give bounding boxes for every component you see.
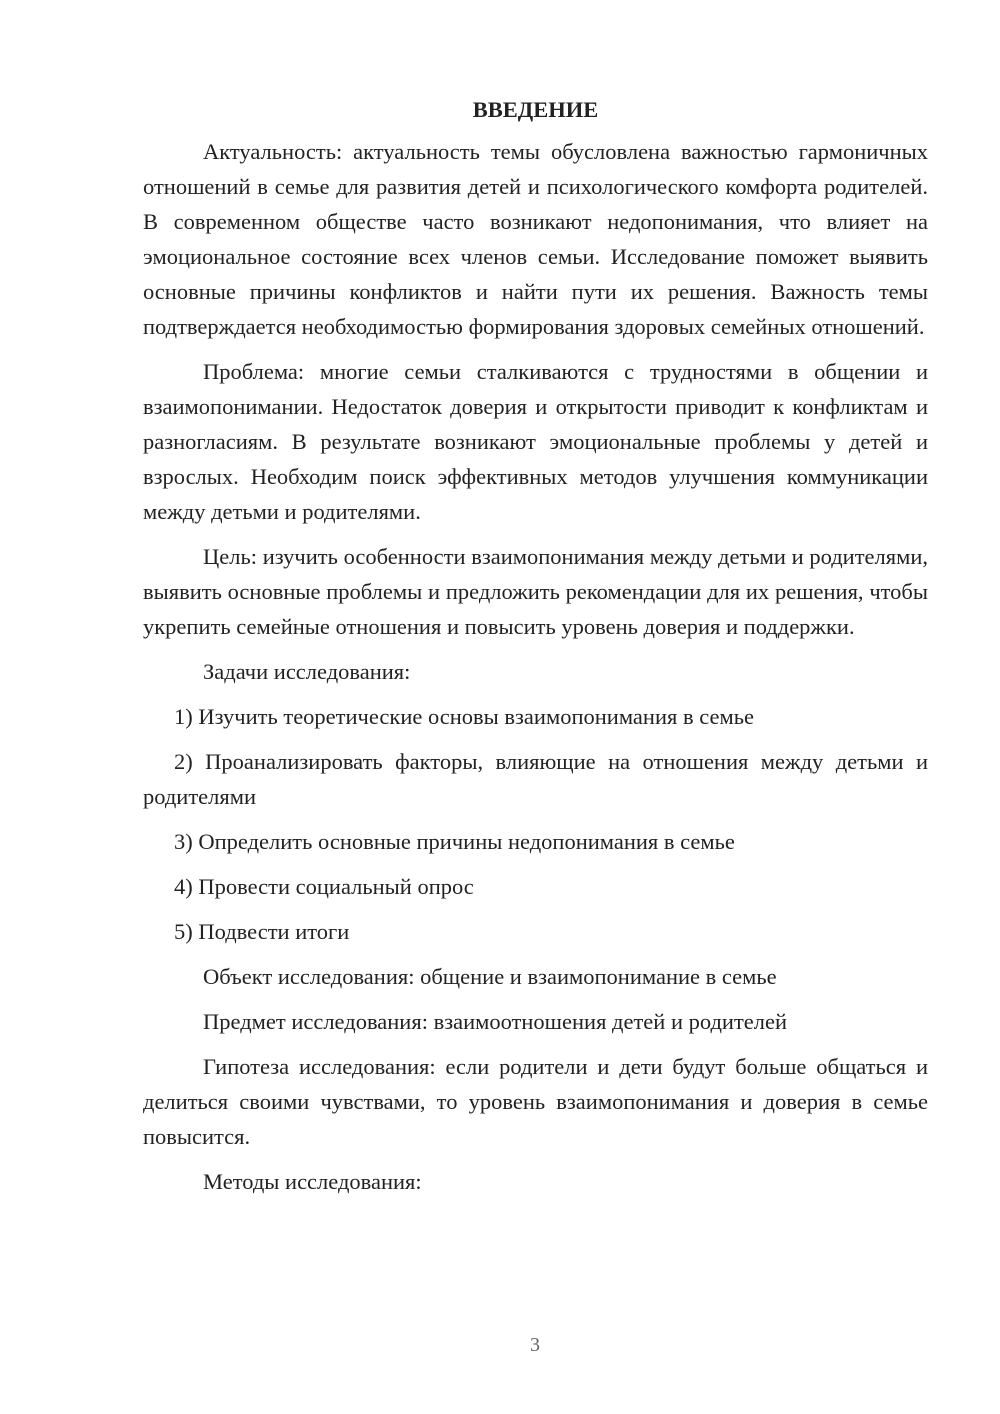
- task-item-2: 2) Проанализировать факторы, влияющие на отношения между детьми и родителями: [143, 749, 928, 809]
- problem-paragraph: Проблема: многие семьи сталкиваются с трудностями в общении и взаимопонимании. Недостаток доверия и открытости приводит к конфликтам и разногласиям. В результате возникают эмоциональные проблемы у детей и взрослых. Необходим поиск эффективных методов улучшения коммуникации между детьми и родителями.: [143, 359, 928, 524]
- task-item-3: 3) Определить основные причины недопонимания в семье: [174, 829, 735, 854]
- document-body: [143, 92, 928, 1209]
- goal-paragraph: Цель: изучить особенности взаимопонимания между детьми и родителями, выявить основные проблемы и предложить рекомендации для их решения, чтобы укрепить семейные отношения и повысить уровень доверия и поддержки.: [143, 544, 928, 639]
- task-item-4: 4) Провести социальный опрос: [174, 874, 474, 899]
- tasks-heading: Задачи исследования:: [203, 659, 411, 684]
- page-title: ВВЕДЕНИЕ: [472, 97, 599, 122]
- methods-heading: Методы исследования:: [203, 1169, 422, 1194]
- object-paragraph: Объект исследования: общение и взаимопонимание в семье: [203, 964, 777, 989]
- task-item-5: 5) Подвести итоги: [174, 919, 350, 944]
- task-item-1: 1) Изучить теоретические основы взаимопонимания в семье: [174, 704, 754, 729]
- relevance-paragraph: Актуальность: актуальность темы обусловлена важностью гармоничных отношений в семье для развития детей и психологического комфорта родителей. В современном обществе часто возникают недопонимания, что влияет на эмоциональное состояние всех членов семьи. Исследование поможет выявить основные причины конфликтов и найти пути их решения. Важность темы подтверждается необходимостью формирования здоровых семейных отношений.: [143, 139, 928, 339]
- subject-paragraph: Предмет исследования: взаимоотношения детей и родителей: [203, 1009, 788, 1034]
- page-number: 3: [530, 1334, 540, 1356]
- hypothesis-paragraph: Гипотеза исследования: если родители и дети будут больше общаться и делиться своими чувствами, то уровень взаимопонимания и доверия в семье повысится.: [143, 1054, 928, 1149]
